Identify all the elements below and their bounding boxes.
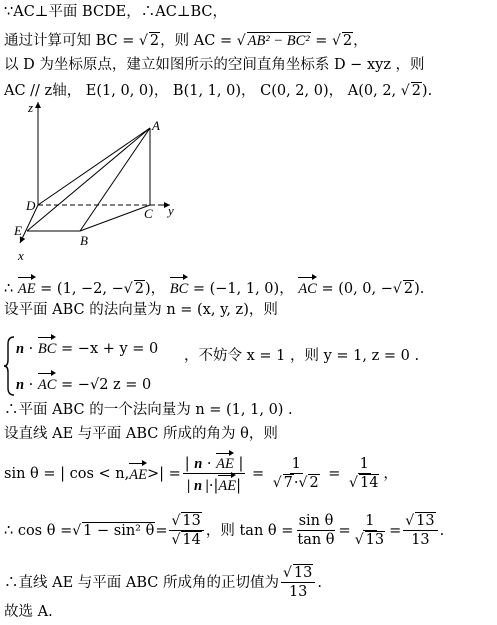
sqrt-2: 2 — [309, 475, 319, 491]
sqrt-13: 13 — [182, 513, 201, 529]
cos-a: ∴ cos θ = — [4, 522, 73, 539]
final-answer-text: 故选 A. — [4, 604, 53, 620]
cos-d: = — [338, 522, 351, 539]
line-4-b: ). — [421, 83, 433, 99]
vector-ae: AE — [216, 452, 234, 473]
dot: · — [24, 377, 38, 393]
abs-n: | n | — [187, 478, 209, 494]
edge-ae — [27, 128, 150, 231]
line-1-text: ∵AC⊥平面 BCDE，∴AC⊥BC， — [4, 4, 227, 20]
line-2 — [4, 31, 368, 51]
dot: · — [202, 456, 217, 472]
line-1 — [4, 2, 227, 22]
line-5-c: )， — [144, 281, 170, 297]
final-answer — [4, 602, 53, 622]
sqrt-2: 2 — [403, 281, 414, 297]
line-8 — [4, 424, 278, 444]
line-5 — [4, 276, 424, 299]
vector-ae: AE — [218, 474, 236, 495]
sqrt-13: 13 — [365, 532, 385, 548]
line-4 — [4, 81, 432, 101]
brace-icon — [4, 336, 16, 396]
line-5-e: = (0, 0, − — [316, 281, 393, 297]
line-7 — [4, 400, 293, 420]
line-2-d: ， — [353, 33, 368, 49]
conclusion-line — [4, 564, 322, 601]
system-note — [184, 346, 419, 366]
fraction-tan — [295, 512, 336, 549]
fraction-answer: $\frac{√ 13}{13}$ — [281, 564, 315, 601]
line-5-b: = (1, −2, − — [35, 281, 124, 297]
vector-bc: BC — [170, 276, 189, 299]
one: 1 — [359, 456, 369, 472]
coordinate-figure — [0, 100, 200, 265]
line-7-text: ∴平面 ABC 的一个法向量为 n = (1, 1, 0) . — [4, 402, 293, 418]
edge-bc — [80, 205, 150, 231]
radical-sign: √ — [236, 33, 246, 49]
system-eq-1-rest: = −x + y = 0 — [56, 341, 159, 357]
vector-ae: AE — [18, 276, 36, 299]
fraction-sin-2: $\frac{1}{√ 7\cdot√ 2}$ — [272, 456, 319, 491]
radical-sign: √ — [400, 83, 410, 99]
dot: · — [24, 341, 38, 357]
radical-sign: √ — [139, 33, 148, 49]
system-eq-2-rest: = −√2 z = 0 — [56, 377, 152, 393]
radical-sign: √ — [392, 281, 402, 297]
sqrt-2: 2 — [411, 83, 421, 99]
label-x: x — [18, 248, 24, 263]
cos-c: ，则 tan θ = — [205, 522, 294, 539]
radical-sign: √ — [123, 281, 133, 297]
fraction-sin: $\frac{| n \cdot AE |}{| n |\cdot|AE|}$ — [183, 452, 246, 495]
line-8-text: 设直线 AE 与平面 ABC 所成的角为 θ，则 — [4, 426, 278, 442]
normal-n: n — [194, 456, 203, 472]
sqrt-7: 7 — [283, 475, 293, 491]
line-2-c: = — [310, 33, 332, 49]
sqrt-13: 13 — [416, 513, 435, 529]
system-eq-1 — [16, 336, 158, 359]
vector-ae: AE — [129, 462, 147, 485]
normal-n: n — [16, 341, 25, 357]
label-z: z — [28, 100, 34, 115]
sqrt-13: 13 — [293, 565, 313, 581]
sin-theta-line: sin θ = | cos < n, AE >| = $\frac{| n \cdot AE |}{| n |\cdot|AE|}$ = $\frac{1}{√ 7\cdot√ 2}$ = $\frac{1}{√ 14}$ ， — [4, 452, 398, 495]
system-note-text: ，不妨令 x = 1 ，则 y = 1, z = 0 . — [184, 348, 420, 364]
one: 1 — [291, 456, 301, 472]
sin-theta: sin θ — [298, 513, 334, 529]
sqrt-14: 14 — [182, 532, 201, 548]
sqrt-1-sin2: 1 − sin² θ — [83, 522, 155, 539]
label-e: E — [14, 223, 22, 238]
line-5-f: ). — [414, 281, 425, 297]
line-2-b: ，则 AC = — [160, 33, 237, 49]
thirteen: 13 — [288, 584, 308, 600]
line-6 — [4, 300, 278, 320]
label-b: B — [80, 233, 88, 248]
sin-b: >| = — [146, 465, 181, 482]
line-5-a: ∴ — [4, 281, 18, 297]
vector-bc: BC — [38, 336, 57, 359]
line-6-text: 设平面 ABC 的法向量为 n = (x, y, z)，则 — [4, 302, 278, 318]
radical-sign: √ — [331, 33, 341, 49]
cos-b: = — [155, 522, 168, 539]
conclusion-text: ∴直线 AE 与平面 ABC 所成角的正切值为 — [4, 574, 279, 591]
line-5-d: = (−1, 1, 0)， — [188, 281, 299, 297]
label-d: D — [26, 198, 36, 213]
fraction-cos: $\frac{√ 13}{√ 14}$ — [169, 512, 203, 549]
line-3 — [4, 55, 425, 75]
thirteen: 13 — [411, 532, 430, 548]
edge-ab — [80, 128, 150, 231]
sqrt-2: 2 — [149, 33, 160, 49]
line-3-text: 以 D 为坐标原点，建立如图所示的空间直角坐标系 D − xyz ，则 — [4, 57, 425, 73]
tan-theta: tan θ — [297, 532, 335, 548]
one: 1 — [365, 513, 375, 529]
sqrt-2: 2 — [134, 281, 144, 297]
edge-ad — [38, 128, 150, 205]
cos-theta-line: ∴ cos θ = √ 1 − sin² θ = $\frac{√ 13}{√ 14}$ ，则 tan θ = $\frac{\text{sin θ}}{\text{tan θ}}$ = $\frac{1}{√ 13}$ = $\frac{√ 13}{13}$ . — [4, 513, 445, 548]
cos-e: = — [389, 522, 402, 539]
line-2-a: 通过计算可知 BC = — [4, 33, 139, 49]
label-a: A — [152, 118, 160, 133]
fraction-tan-2: $\frac{1}{√ 13}$ — [354, 513, 385, 548]
sqrt-14: 14 — [359, 475, 379, 491]
vector-ac: AC — [38, 372, 57, 395]
line-4-a: AC // z轴， E(1, 0, 0)， B(1, 1, 0)， C(0, 2, 0)， A(0, 2, — [4, 83, 401, 99]
sin-a: sin θ = | cos < n, — [4, 465, 130, 482]
vector-ac: AC — [298, 276, 317, 299]
normal-n: n — [16, 377, 25, 393]
conclusion-period: . — [317, 574, 322, 591]
sqrt-2: 2 — [342, 33, 353, 49]
fraction-tan-3: $\frac{√ 13}{13}$ — [403, 512, 437, 549]
label-y: y — [168, 203, 174, 218]
fraction-sin-3: $\frac{1}{√ 14}$ — [349, 456, 379, 491]
label-c: C — [144, 206, 153, 221]
system-eq-2 — [16, 372, 151, 395]
sqrt-ab2-bc2: AB² − BC² — [247, 33, 310, 49]
